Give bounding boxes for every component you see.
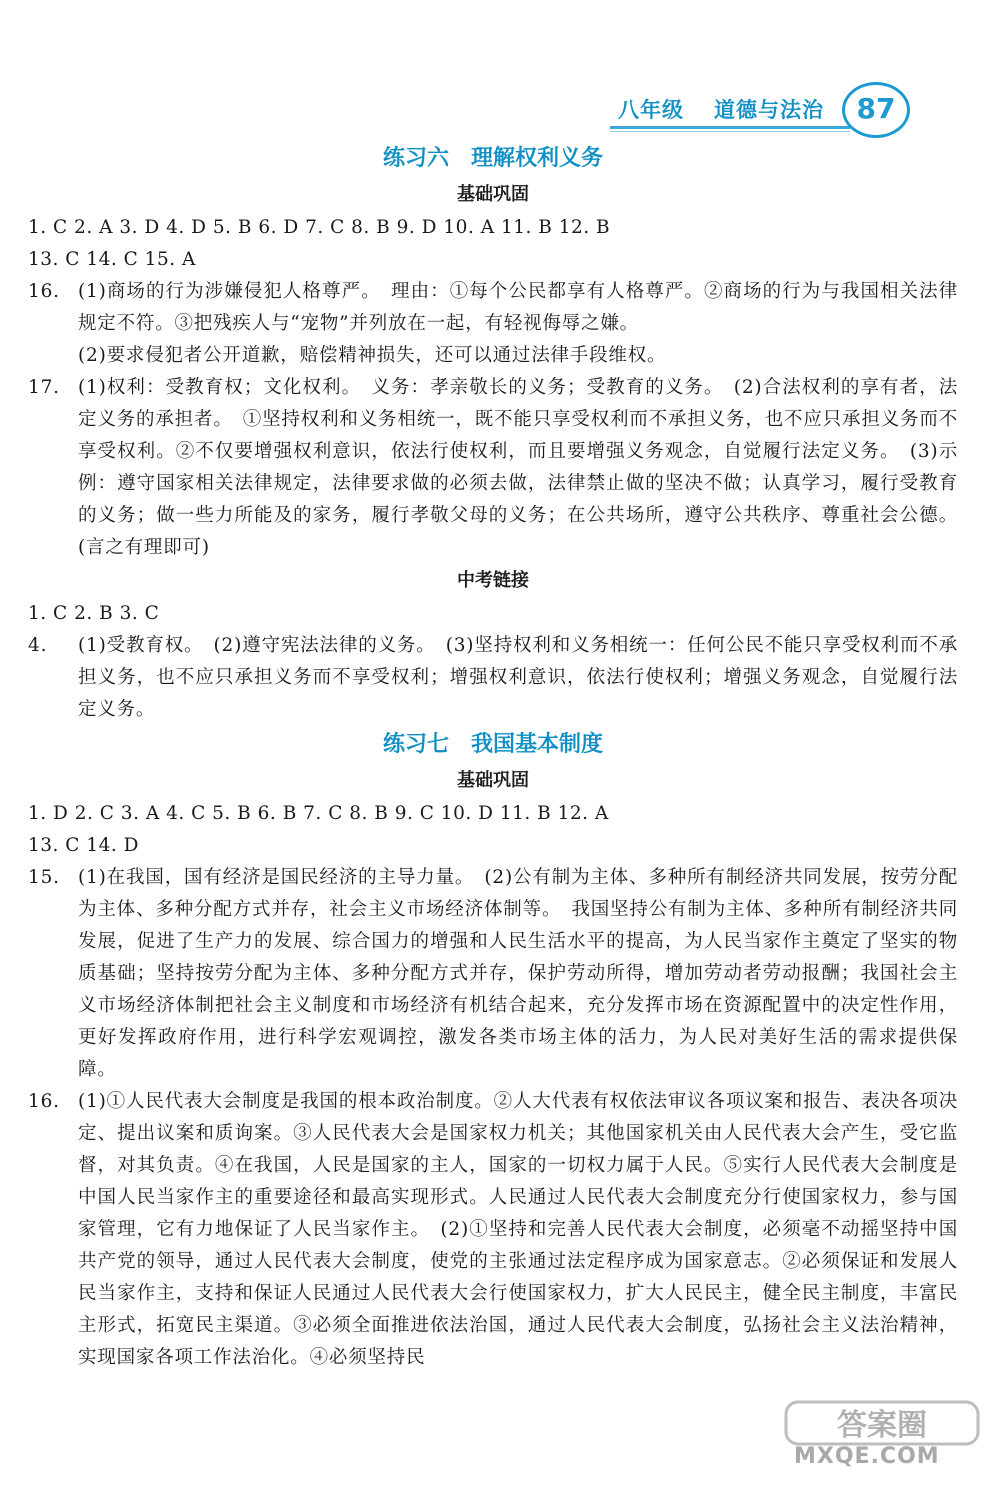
answer-7-q16: [28, 1086, 958, 1374]
watermark: [782, 1398, 982, 1472]
answer-text: (1)权利：受教育权；文化权利。 义务：孝亲敬长的义务；受教育的义务。 (2)合法权利的享有者，法定义务的承担者。 ①坚持权利和义务相统一，既不能只享受权利而不承担义务，也不应只承担义务而不享受权利。②不仅要增强权利意识，依法行使权利，而且要增强义务观念，自觉履行法定义务。 (3)示例：遵守国家相关法律规定，法律要求做的必须去做，法律禁止做的坚决不做；认真学习，履行受教育的义务；做一些力所能及的家务，履行孝敬父母的义务；在公共场所，遵守公共秩序、尊重社会公德。(言之有理即可): [78, 377, 958, 558]
answer-7-q15: [28, 862, 958, 1086]
exam-answer-6-q4: [28, 630, 958, 726]
header-rule-thin: [610, 131, 850, 132]
question-number: 16.: [28, 281, 60, 302]
answer-6-q17: [28, 372, 958, 564]
answer-content: [28, 140, 958, 1374]
question-number: 17.: [28, 377, 60, 398]
mc-answers-6-line1: 1. C 2. A 3. D 4. D 5. B 6. D 7. C 8. B 9. D 10. A 11. B 12. B: [28, 217, 611, 238]
answer-text: (1)商场的行为涉嫌侵犯人格尊严。 理由：①每个公民都享有人格尊严。②商场的行为与我国相关法律规定不符。③把残疾人与“宠物”并列放在一起，有轻视侮辱之嫌。: [78, 281, 958, 334]
mc-answers-6-line2: 13. C 14. C 15. A: [28, 249, 196, 270]
watermark-logo-text: 答案圈: [837, 1408, 927, 1443]
answer-text: (1)在我国，国有经济是国民经济的主导力量。 (2)公有制为主体、多种所有制经济共同发展，按劳分配为主体、多种分配方式并存，社会主义市场经济体制等。 我国坚持公有制为主体、多种所有制经济共同发展，促进了生产力的发展、综合国力的增强和人民生活水平的提高，为人民当家作主奠定了坚实的物质基础；坚持按劳分配为主体、多种分配方式并存，保护劳动所得，增加劳动者劳动报酬；我国社会主义市场经济体制把社会主义制度和市场经济有机结合起来，充分发挥市场在资源配置中的决定性作用，更好发挥政府作用，进行科学宏观调控，激发各类市场主体的活力，为人民对美好生活的需求提供保障。: [78, 867, 958, 1080]
question-number: 4.: [28, 635, 48, 656]
question-number: 15.: [28, 867, 60, 888]
page-number: 87: [856, 92, 896, 125]
section-title-7: 练习七 我国基本制度: [382, 732, 603, 757]
mc-answers-7-line2: 13. C 14. D: [28, 835, 139, 856]
answer-text-part2: (2)要求侵犯者公开道歉，赔偿精神损失，还可以通过法律手段维权。: [78, 345, 667, 366]
page-header: [610, 78, 930, 138]
basic-heading-7: 基础巩固: [457, 770, 529, 791]
basic-heading-6: 基础巩固: [457, 184, 529, 205]
exam-heading-6: 中考链接: [457, 570, 529, 591]
section-title-6: 练习六 理解权利义务: [382, 146, 603, 171]
watermark-logo: [782, 1398, 982, 1448]
watermark-site: MXQE.COM: [794, 1444, 940, 1469]
answer-text: (1)受教育权。 (2)遵守宪法法律的义务。 (3)坚持权利和义务相统一：任何公民不能只享受权利而不承担义务，也不应只承担义务而不享受权利；增强权利意识，依法行使权利；增强义务观念，自觉履行法定义务。: [78, 635, 958, 720]
question-number: 16.: [28, 1091, 60, 1112]
exam-mc-answers-6: 1. C 2. B 3. C: [28, 603, 160, 624]
header-rule: [610, 126, 850, 129]
header-subject: 道德与法治: [714, 98, 824, 122]
answer-6-q16: [28, 276, 958, 372]
mc-answers-7-line1: 1. D 2. C 3. A 4. C 5. B 6. B 7. C 8. B 9. C 10. D 11. B 12. A: [28, 803, 609, 824]
answer-text: (1)①人民代表大会制度是我国的根本政治制度。②人大代表有权依法审议各项议案和报告、表决各项决定、提出议案和质询案。③人民代表大会是国家权力机关；其他国家机关由人民代表大会产生，受它监督，对其负责。④在我国，人民是国家的主人，国家的一切权力属于人民。⑤实行人民代表大会制度是中国人民当家作主的重要途径和最高实现形式。人民通过人民代表大会制度充分行使国家权力，参与国家管理，它有力地保证了人民当家作主。 (2)①坚持和完善人民代表大会制度，必须毫不动摇坚持中国共产党的领导，通过人民代表大会制度，使党的主张通过法定程序成为国家意志。②必须保证和发展人民当家作主，支持和保证人民通过人民代表大会行使国家权力，扩大人民民主，健全民主制度，丰富民主形式，拓宽民主渠道。③必须全面推进依法治国，通过人民代表大会制度，弘扬社会主义法治精神，实现国家各项工作法治化。④必须坚持民: [78, 1091, 958, 1368]
header-grade: 八年级: [618, 98, 684, 122]
page-number-badge: [842, 82, 910, 138]
